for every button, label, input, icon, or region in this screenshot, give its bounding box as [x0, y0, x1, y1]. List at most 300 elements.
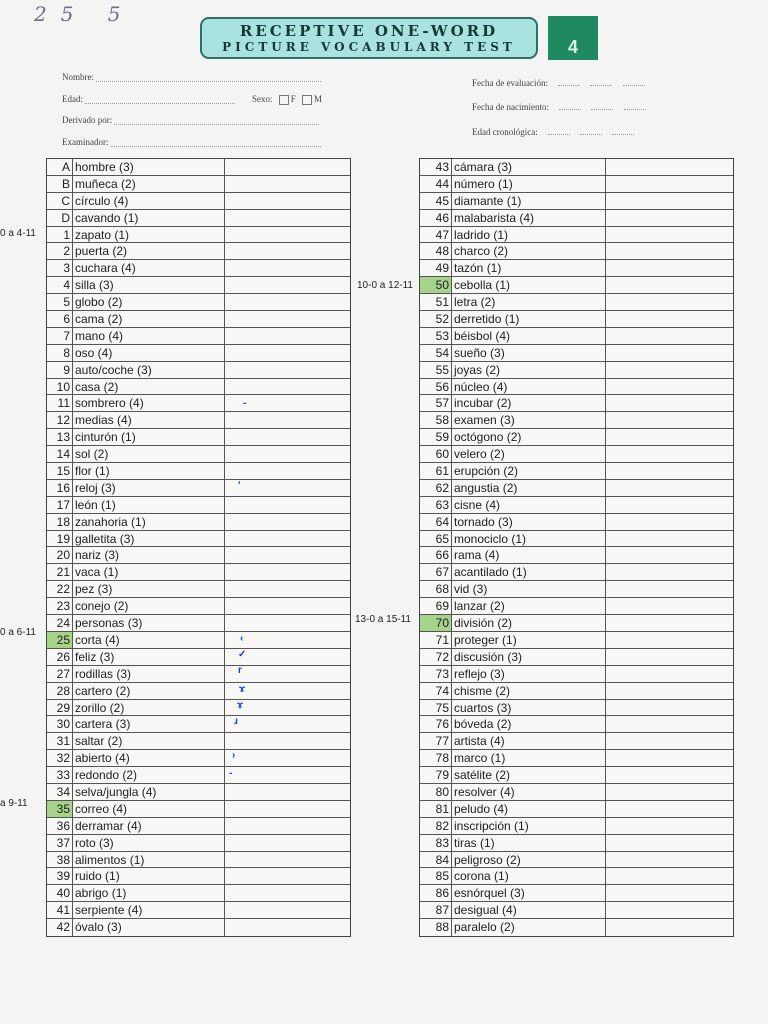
- response-cell[interactable]: [606, 412, 733, 428]
- item-word: satélite (2): [452, 767, 606, 783]
- item-row: [47, 852, 350, 869]
- response-cell[interactable]: [225, 615, 350, 631]
- item-row: [47, 210, 350, 227]
- item-word: examen (3): [452, 412, 606, 428]
- handwritten-tick-mark: ‘: [238, 480, 241, 491]
- response-cell[interactable]: [225, 345, 350, 361]
- item-word: selva/jungla (4): [73, 784, 225, 800]
- response-cell[interactable]: [606, 446, 733, 462]
- item-word: rodillas (3): [73, 666, 225, 682]
- item-number: 64: [420, 514, 452, 530]
- item-word: acantilado (1): [452, 564, 606, 580]
- item-row: [420, 159, 733, 176]
- response-cell[interactable]: [225, 818, 350, 834]
- item-word: desigual (4): [452, 902, 606, 918]
- item-word: hombre (3): [73, 159, 225, 175]
- examinador-field[interactable]: [62, 137, 321, 147]
- handwritten-tick-mark: -: [243, 398, 247, 409]
- response-cell[interactable]: [225, 311, 350, 327]
- item-number: 21: [47, 564, 73, 580]
- item-word: vaca (1): [73, 564, 225, 580]
- item-row: [47, 564, 350, 581]
- item-row: [47, 615, 350, 632]
- response-cell[interactable]: [606, 835, 733, 851]
- item-number: 9: [47, 362, 73, 378]
- item-word: mano (4): [73, 328, 225, 344]
- response-cell[interactable]: [225, 564, 350, 580]
- item-number: 77: [420, 733, 452, 749]
- handwritten-tick-mark: ›: [232, 750, 236, 761]
- item-row: [420, 666, 733, 683]
- response-cell[interactable]: [606, 260, 733, 276]
- item-word: joyas (2): [452, 362, 606, 378]
- response-cell[interactable]: [606, 159, 733, 175]
- item-word: cartero (2): [73, 683, 225, 699]
- item-number: 17: [47, 497, 73, 513]
- response-cell[interactable]: [606, 919, 733, 936]
- response-cell[interactable]: [225, 159, 350, 175]
- age-range-label: 0 a 4-11: [0, 228, 36, 239]
- item-row: [420, 514, 733, 531]
- response-cell[interactable]: [606, 345, 733, 361]
- item-word: incubar (2): [452, 395, 606, 411]
- item-number: 13: [47, 429, 73, 445]
- item-word: serpiente (4): [73, 902, 225, 918]
- item-number: 46: [420, 210, 452, 226]
- response-cell[interactable]: [606, 852, 733, 868]
- response-cell[interactable]: [225, 176, 350, 192]
- response-cell[interactable]: [606, 750, 733, 766]
- response-cell[interactable]: [606, 581, 733, 597]
- edad-cronologica-month[interactable]: [580, 125, 602, 135]
- fecha-evaluacion-day[interactable]: [623, 76, 645, 86]
- item-number: D: [47, 210, 73, 226]
- item-number: 71: [420, 632, 452, 648]
- item-word: flor (1): [73, 463, 225, 479]
- item-number: 86: [420, 885, 452, 901]
- item-word: cama (2): [73, 311, 225, 327]
- response-cell[interactable]: [225, 598, 350, 614]
- item-word: cavando (1): [73, 210, 225, 226]
- item-word: corta (4): [73, 632, 225, 648]
- response-cell[interactable]: [225, 784, 350, 800]
- item-word: lanzar (2): [452, 598, 606, 614]
- edad-cronologica-label: Edad cronológica:: [472, 127, 538, 137]
- edad-line[interactable]: [85, 94, 235, 104]
- item-number: 81: [420, 801, 452, 817]
- fecha-evaluacion-month[interactable]: [590, 76, 612, 86]
- item-word: tiras (1): [452, 835, 606, 851]
- item-number: 61: [420, 463, 452, 479]
- response-cell[interactable]: [606, 767, 733, 783]
- item-word: diamante (1): [452, 193, 606, 209]
- response-cell[interactable]: [606, 328, 733, 344]
- response-cell[interactable]: [225, 210, 350, 226]
- item-word: tornado (3): [452, 514, 606, 530]
- fecha-evaluacion-year[interactable]: [558, 76, 580, 86]
- item-number: 8: [47, 345, 73, 361]
- response-cell[interactable]: [606, 598, 733, 614]
- examinador-line[interactable]: [111, 137, 321, 147]
- nombre-label: Nombre:: [62, 72, 94, 82]
- item-number: 54: [420, 345, 452, 361]
- response-cell[interactable]: [225, 835, 350, 851]
- sexo-f-label: F: [290, 94, 296, 104]
- response-cell[interactable]: [225, 412, 350, 428]
- response-cell[interactable]: [606, 801, 733, 817]
- item-row: [420, 531, 733, 548]
- response-cell[interactable]: [225, 919, 350, 936]
- item-row: [420, 700, 733, 717]
- response-cell[interactable]: [225, 801, 350, 817]
- response-cell[interactable]: [606, 311, 733, 327]
- item-word: cámara (3): [452, 159, 606, 175]
- response-cell[interactable]: [606, 480, 733, 496]
- item-word: auto/coche (3): [73, 362, 225, 378]
- item-number: 50: [420, 277, 452, 293]
- item-word: zanahoria (1): [73, 514, 225, 530]
- item-row: [47, 176, 350, 193]
- response-cell[interactable]: [225, 852, 350, 868]
- item-word: cartera (3): [73, 716, 225, 732]
- response-cell[interactable]: [225, 446, 350, 462]
- response-cell[interactable]: [225, 362, 350, 378]
- item-number: 42: [47, 919, 73, 936]
- response-cell[interactable]: [606, 784, 733, 800]
- item-row: [47, 294, 350, 311]
- item-word: proteger (1): [452, 632, 606, 648]
- response-cell[interactable]: [606, 277, 733, 293]
- item-word: cinturón (1): [73, 429, 225, 445]
- response-cell[interactable]: [225, 514, 350, 530]
- item-number: 14: [47, 446, 73, 462]
- item-row: [420, 362, 733, 379]
- response-cell[interactable]: [225, 767, 350, 783]
- item-row: [420, 412, 733, 429]
- response-cell[interactable]: [606, 683, 733, 699]
- item-number: 40: [47, 885, 73, 901]
- item-number: 74: [420, 683, 452, 699]
- handwritten-tick-mark: ‹: [240, 633, 244, 644]
- item-row: [420, 243, 733, 260]
- item-number: 88: [420, 919, 452, 936]
- item-row: [47, 784, 350, 801]
- item-row: [47, 750, 350, 767]
- item-row: [420, 311, 733, 328]
- sexo-label: Sexo:: [252, 94, 273, 104]
- response-cell[interactable]: [225, 328, 350, 344]
- item-number: 58: [420, 412, 452, 428]
- response-cell[interactable]: [606, 649, 733, 665]
- sexo-f-checkbox[interactable]: [279, 95, 289, 105]
- item-row: [420, 446, 733, 463]
- item-row: [420, 733, 733, 750]
- item-number: 75: [420, 700, 452, 716]
- response-cell[interactable]: [606, 294, 733, 310]
- items-table-right: [419, 158, 734, 937]
- item-row: [420, 176, 733, 193]
- response-cell[interactable]: [606, 632, 733, 648]
- item-row: [47, 514, 350, 531]
- response-cell[interactable]: [225, 294, 350, 310]
- response-cell[interactable]: [606, 564, 733, 580]
- fecha-nacimiento-day[interactable]: [624, 100, 646, 110]
- item-row: [47, 277, 350, 294]
- item-row: [47, 345, 350, 362]
- response-cell[interactable]: [606, 379, 733, 395]
- response-cell[interactable]: [606, 362, 733, 378]
- item-row: [420, 210, 733, 227]
- item-number: 68: [420, 581, 452, 597]
- response-cell[interactable]: [225, 716, 350, 732]
- response-cell[interactable]: [606, 547, 733, 563]
- response-cell[interactable]: [225, 480, 350, 496]
- item-row: [420, 463, 733, 480]
- response-cell[interactable]: [606, 615, 733, 631]
- item-row: [420, 227, 733, 244]
- response-cell[interactable]: [606, 176, 733, 192]
- item-number: 24: [47, 615, 73, 631]
- item-row: [420, 547, 733, 564]
- item-row: [47, 480, 350, 497]
- response-cell[interactable]: [225, 632, 350, 648]
- item-number: 55: [420, 362, 452, 378]
- item-number: 43: [420, 159, 452, 175]
- response-cell[interactable]: [225, 750, 350, 766]
- response-cell[interactable]: [606, 666, 733, 682]
- item-word: reloj (3): [73, 480, 225, 496]
- item-row: [420, 581, 733, 598]
- response-cell[interactable]: [606, 716, 733, 732]
- item-number: 4: [47, 277, 73, 293]
- fecha-evaluacion-field[interactable]: [472, 76, 645, 88]
- item-row: [47, 446, 350, 463]
- item-row: [420, 801, 733, 818]
- item-word: león (1): [73, 497, 225, 513]
- edad-cronologica-day[interactable]: [612, 125, 634, 135]
- item-word: derramar (4): [73, 818, 225, 834]
- response-cell[interactable]: [225, 497, 350, 513]
- item-row: [420, 767, 733, 784]
- item-number: 78: [420, 750, 452, 766]
- item-row: [420, 193, 733, 210]
- item-number: 12: [47, 412, 73, 428]
- item-row: [47, 193, 350, 210]
- item-number: 6: [47, 311, 73, 327]
- item-number: 22: [47, 581, 73, 597]
- item-row: [420, 615, 733, 632]
- item-word: zorillo (2): [73, 700, 225, 716]
- item-word: resolver (4): [452, 784, 606, 800]
- item-number: 76: [420, 716, 452, 732]
- fecha-nacimiento-year[interactable]: [559, 100, 581, 110]
- item-row: [47, 868, 350, 885]
- handwritten-tick-mark: ɤ: [237, 700, 244, 711]
- fecha-nacimiento-month[interactable]: [591, 100, 613, 110]
- response-cell[interactable]: [606, 463, 733, 479]
- nombre-line[interactable]: [96, 72, 321, 82]
- item-word: corona (1): [452, 868, 606, 884]
- item-number: 2: [47, 243, 73, 259]
- item-number: 28: [47, 683, 73, 699]
- item-word: béisbol (4): [452, 328, 606, 344]
- response-cell[interactable]: [225, 260, 350, 276]
- item-number: 65: [420, 531, 452, 547]
- item-row: [47, 243, 350, 260]
- response-cell[interactable]: [225, 885, 350, 901]
- response-cell[interactable]: [225, 193, 350, 209]
- item-row: [47, 632, 350, 649]
- response-cell[interactable]: [225, 243, 350, 259]
- item-row: [420, 598, 733, 615]
- item-row: [420, 919, 733, 936]
- response-cell[interactable]: [225, 227, 350, 243]
- item-row: [47, 463, 350, 480]
- response-cell[interactable]: [606, 733, 733, 749]
- item-number: 87: [420, 902, 452, 918]
- item-number: 48: [420, 243, 452, 259]
- item-number: 29: [47, 700, 73, 716]
- response-cell[interactable]: [606, 868, 733, 884]
- response-cell[interactable]: [225, 902, 350, 918]
- item-row: [47, 683, 350, 700]
- item-number: 57: [420, 395, 452, 411]
- item-row: [47, 666, 350, 683]
- response-cell[interactable]: [225, 429, 350, 445]
- item-row: [47, 649, 350, 666]
- item-word: peligroso (2): [452, 852, 606, 868]
- response-cell[interactable]: [606, 243, 733, 259]
- edad-field[interactable]: [62, 94, 235, 104]
- item-number: 3: [47, 260, 73, 276]
- item-number: 72: [420, 649, 452, 665]
- response-cell[interactable]: [606, 885, 733, 901]
- item-word: círculo (4): [73, 193, 225, 209]
- response-cell[interactable]: [606, 227, 733, 243]
- item-number: 20: [47, 547, 73, 563]
- item-word: cebolla (1): [452, 277, 606, 293]
- response-cell[interactable]: [606, 497, 733, 513]
- item-word: galletita (3): [73, 531, 225, 547]
- item-word: artista (4): [452, 733, 606, 749]
- item-word: marco (1): [452, 750, 606, 766]
- edad-cronologica-field[interactable]: [472, 125, 634, 137]
- item-row: [47, 429, 350, 446]
- item-number: 52: [420, 311, 452, 327]
- item-row: [47, 581, 350, 598]
- response-cell[interactable]: [606, 818, 733, 834]
- edad-label: Edad:: [62, 94, 83, 104]
- response-cell[interactable]: [606, 902, 733, 918]
- item-row: [47, 700, 350, 717]
- item-row: [420, 818, 733, 835]
- item-word: sueño (3): [452, 345, 606, 361]
- item-row: [47, 260, 350, 277]
- response-cell[interactable]: [606, 210, 733, 226]
- item-word: feliz (3): [73, 649, 225, 665]
- response-cell[interactable]: [225, 547, 350, 563]
- response-cell[interactable]: [225, 531, 350, 547]
- nombre-field[interactable]: [62, 72, 321, 82]
- response-cell[interactable]: [225, 868, 350, 884]
- derivado-line[interactable]: [114, 115, 319, 125]
- item-row: [420, 750, 733, 767]
- item-word: cuartos (3): [452, 700, 606, 716]
- sexo-m-checkbox[interactable]: [302, 95, 312, 105]
- response-cell[interactable]: [606, 429, 733, 445]
- item-number: 25: [47, 632, 73, 648]
- item-number: 79: [420, 767, 452, 783]
- item-row: [420, 716, 733, 733]
- response-cell[interactable]: [606, 193, 733, 209]
- item-word: octógono (2): [452, 429, 606, 445]
- item-word: cisne (4): [452, 497, 606, 513]
- item-number: 19: [47, 531, 73, 547]
- item-row: [420, 260, 733, 277]
- derivado-field[interactable]: [62, 115, 319, 125]
- item-row: [47, 818, 350, 835]
- response-cell[interactable]: [225, 733, 350, 749]
- response-cell[interactable]: [225, 700, 350, 716]
- item-word: muñeca (2): [73, 176, 225, 192]
- item-word: rama (4): [452, 547, 606, 563]
- item-number: 83: [420, 835, 452, 851]
- item-word: angustia (2): [452, 480, 606, 496]
- item-word: oso (4): [73, 345, 225, 361]
- handwritten-tick-mark: ✓: [238, 649, 247, 660]
- item-row: [47, 395, 350, 412]
- item-row: [420, 902, 733, 919]
- fecha-nacimiento-field[interactable]: [472, 100, 646, 112]
- item-number: 47: [420, 227, 452, 243]
- response-cell[interactable]: [606, 700, 733, 716]
- item-number: 69: [420, 598, 452, 614]
- item-word: conejo (2): [73, 598, 225, 614]
- item-word: silla (3): [73, 277, 225, 293]
- item-word: erupción (2): [452, 463, 606, 479]
- handwritten-score: 25 5: [34, 2, 135, 26]
- item-number: 56: [420, 379, 452, 395]
- item-word: saltar (2): [73, 733, 225, 749]
- edad-cronologica-year[interactable]: [548, 125, 570, 135]
- item-row: [47, 328, 350, 345]
- item-word: esnórquel (3): [452, 885, 606, 901]
- item-row: [47, 227, 350, 244]
- item-number: 82: [420, 818, 452, 834]
- response-cell[interactable]: [606, 514, 733, 530]
- examinador-label: Examinador:: [62, 137, 109, 147]
- item-row: [420, 852, 733, 869]
- item-number: A: [47, 159, 73, 175]
- item-row: [47, 159, 350, 176]
- response-cell[interactable]: [225, 277, 350, 293]
- item-number: 16: [47, 480, 73, 496]
- item-word: sol (2): [73, 446, 225, 462]
- item-number: 41: [47, 902, 73, 918]
- item-row: [420, 345, 733, 362]
- response-cell[interactable]: [606, 531, 733, 547]
- response-cell[interactable]: [225, 581, 350, 597]
- response-cell[interactable]: [606, 395, 733, 411]
- response-cell[interactable]: [225, 463, 350, 479]
- response-cell[interactable]: [225, 666, 350, 682]
- items-table-left: [46, 158, 351, 937]
- item-word: abierto (4): [73, 750, 225, 766]
- response-cell[interactable]: [225, 379, 350, 395]
- item-word: tazón (1): [452, 260, 606, 276]
- item-row: [420, 835, 733, 852]
- item-number: 70: [420, 615, 452, 631]
